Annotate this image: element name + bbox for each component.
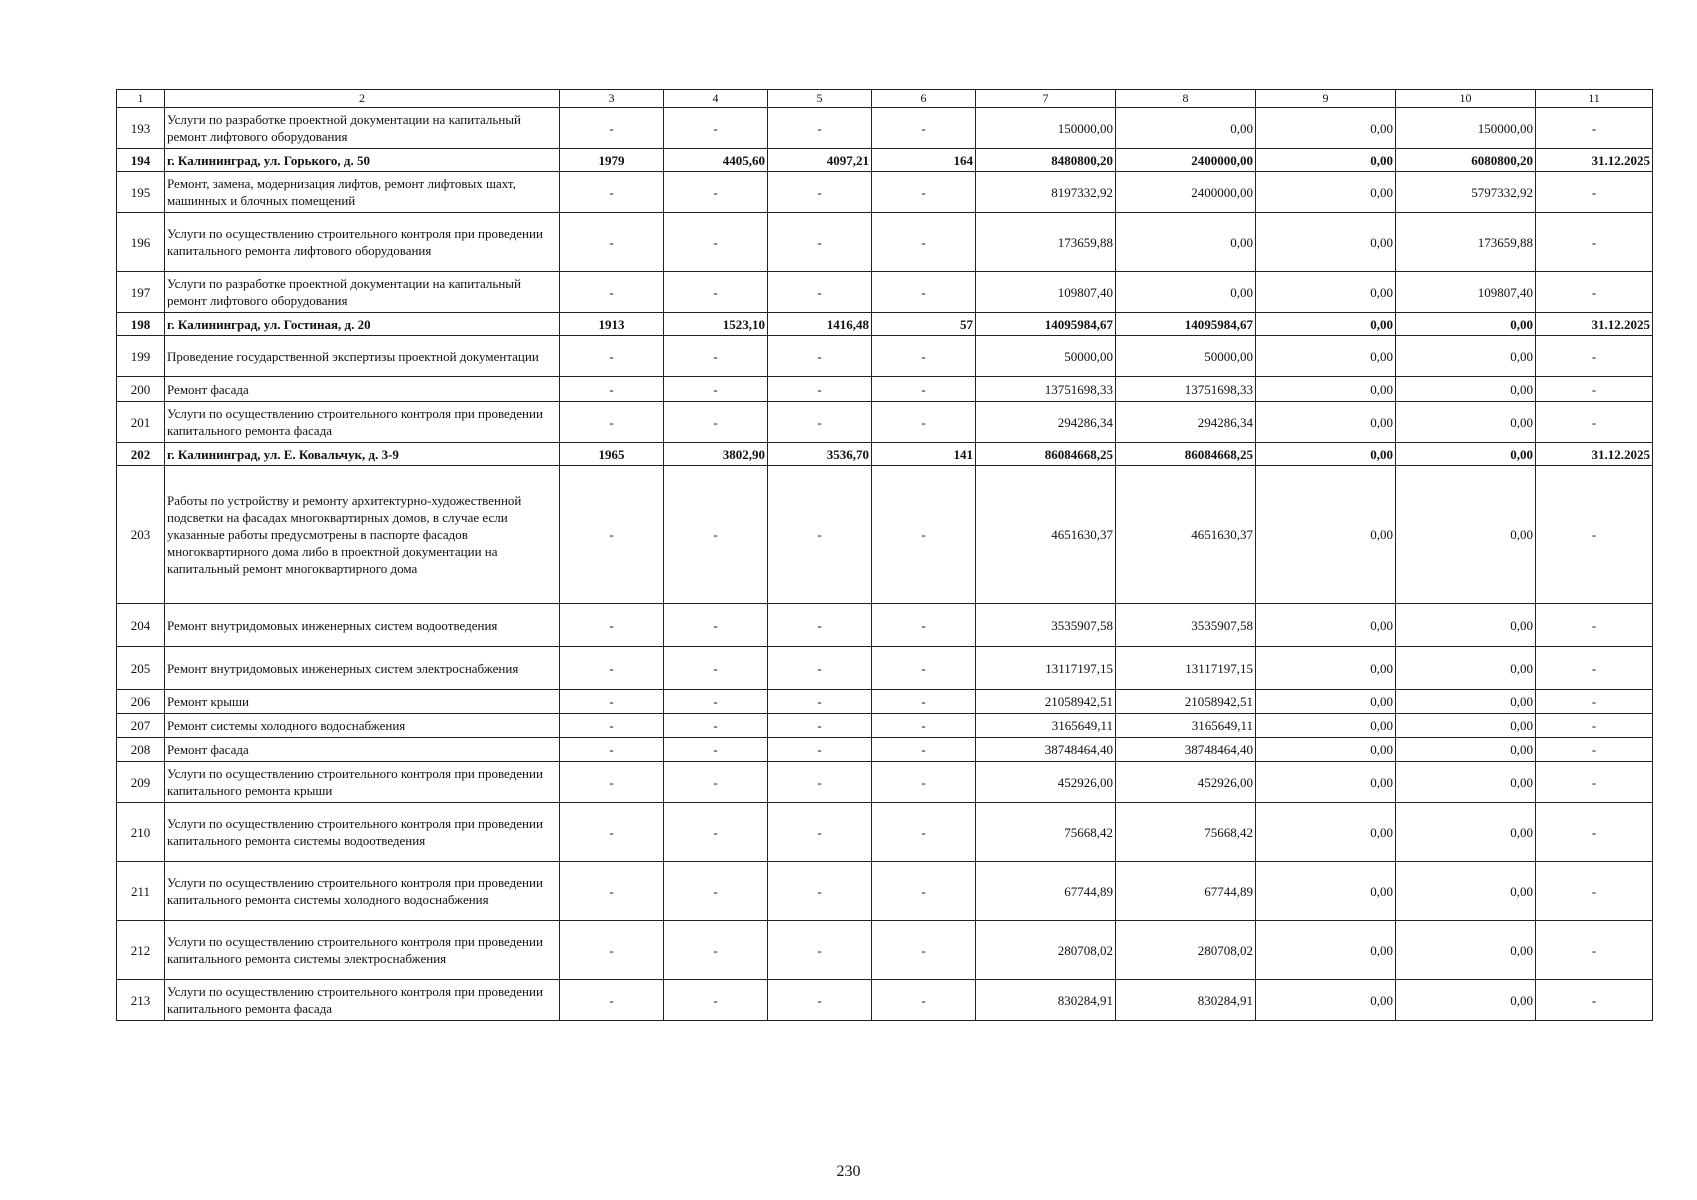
total-area-cell: - <box>664 604 768 647</box>
fund-cost-cell: 0,00 <box>1116 272 1256 313</box>
column-number-cell: 2 <box>165 90 560 108</box>
column-number-cell: 5 <box>768 90 872 108</box>
row-number-cell: 198 <box>117 313 165 336</box>
fund-cost-cell: 38748464,40 <box>1116 738 1256 762</box>
total-cost-cell: 50000,00 <box>976 336 1116 377</box>
total-cost-cell: 150000,00 <box>976 108 1116 149</box>
work-item-row <box>117 921 1653 980</box>
other-cost-cell: 0,00 <box>1256 714 1396 738</box>
column-number-cell: 11 <box>1536 90 1653 108</box>
year-cell: 1979 <box>560 149 664 172</box>
total-area-cell: - <box>664 108 768 149</box>
living-area-cell: 4097,21 <box>768 149 872 172</box>
living-area-cell: - <box>768 402 872 443</box>
year-cell: - <box>560 466 664 604</box>
work-item-row <box>117 714 1653 738</box>
total-area-cell: - <box>664 862 768 921</box>
description-cell: Ремонт, замена, модернизация лифтов, ремонт лифтовых шахт, машинных и блочных помещений <box>165 172 560 213</box>
description-cell: Ремонт фасада <box>165 738 560 762</box>
description-cell: Работы по устройству и ремонту архитектурно-художественной подсветки на фасадах многоквартирных домов, в случае если указанные работы предусмотрены в паспорте фасадов многоквартирного дома либо в проектной документации на капитальный ремонт многоквартирного дома <box>165 466 560 604</box>
total-area-cell: - <box>664 921 768 980</box>
other-cost-cell: 0,00 <box>1256 108 1396 149</box>
year-cell: - <box>560 714 664 738</box>
owners-cost-cell: 0,00 <box>1396 862 1536 921</box>
description-cell: Услуги по осуществлению строительного контроля при проведении капитального ремонта фасада <box>165 402 560 443</box>
living-area-cell: - <box>768 272 872 313</box>
other-cost-cell: 0,00 <box>1256 738 1396 762</box>
deadline-cell: - <box>1536 108 1653 149</box>
owners-cost-cell: 0,00 <box>1396 690 1536 714</box>
living-area-cell: - <box>768 738 872 762</box>
other-cost-cell: 0,00 <box>1256 690 1396 714</box>
work-item-row <box>117 336 1653 377</box>
residents-cell: - <box>872 762 976 803</box>
other-cost-cell: 0,00 <box>1256 980 1396 1021</box>
deadline-cell: - <box>1536 272 1653 313</box>
total-cost-cell: 86084668,25 <box>976 443 1116 466</box>
deadline-cell: 31.12.2025 <box>1536 443 1653 466</box>
owners-cost-cell: 150000,00 <box>1396 108 1536 149</box>
year-cell: - <box>560 108 664 149</box>
work-item-row <box>117 803 1653 862</box>
residents-cell: - <box>872 108 976 149</box>
living-area-cell: - <box>768 213 872 272</box>
row-number-cell: 204 <box>117 604 165 647</box>
description-cell: Услуги по осуществлению строительного контроля при проведении капитального ремонта системы водоотведения <box>165 803 560 862</box>
owners-cost-cell: 0,00 <box>1396 714 1536 738</box>
other-cost-cell: 0,00 <box>1256 604 1396 647</box>
living-area-cell: 1416,48 <box>768 313 872 336</box>
total-area-cell: - <box>664 172 768 213</box>
other-cost-cell: 0,00 <box>1256 921 1396 980</box>
deadline-cell: - <box>1536 738 1653 762</box>
living-area-cell: - <box>768 604 872 647</box>
fund-cost-cell: 0,00 <box>1116 108 1256 149</box>
building-row <box>117 443 1653 466</box>
residents-cell: 164 <box>872 149 976 172</box>
row-number-cell: 194 <box>117 149 165 172</box>
description-cell: Услуги по осуществлению строительного контроля при проведении капитального ремонта крыши <box>165 762 560 803</box>
total-cost-cell: 294286,34 <box>976 402 1116 443</box>
description-cell: г. Калининград, ул. Е. Ковальчук, д. 3-9 <box>165 443 560 466</box>
year-cell: - <box>560 980 664 1021</box>
fund-cost-cell: 21058942,51 <box>1116 690 1256 714</box>
page-number: 230 <box>836 1163 861 1180</box>
fund-cost-cell: 67744,89 <box>1116 862 1256 921</box>
other-cost-cell: 0,00 <box>1256 313 1396 336</box>
other-cost-cell: 0,00 <box>1256 762 1396 803</box>
total-area-cell: - <box>664 738 768 762</box>
work-item-row <box>117 108 1653 149</box>
deadline-cell: - <box>1536 336 1653 377</box>
deadline-cell: - <box>1536 921 1653 980</box>
residents-cell: - <box>872 647 976 690</box>
total-cost-cell: 13117197,15 <box>976 647 1116 690</box>
total-area-cell: - <box>664 690 768 714</box>
owners-cost-cell: 0,00 <box>1396 980 1536 1021</box>
deadline-cell: - <box>1536 862 1653 921</box>
year-cell: - <box>560 862 664 921</box>
total-cost-cell: 4651630,37 <box>976 466 1116 604</box>
description-cell: Услуги по осуществлению строительного контроля при проведении капитального ремонта фасада <box>165 980 560 1021</box>
deadline-cell: - <box>1536 980 1653 1021</box>
owners-cost-cell: 0,00 <box>1396 762 1536 803</box>
total-area-cell: - <box>664 402 768 443</box>
other-cost-cell: 0,00 <box>1256 377 1396 402</box>
row-number-cell: 200 <box>117 377 165 402</box>
total-area-cell: - <box>664 714 768 738</box>
year-cell: - <box>560 402 664 443</box>
year-cell: - <box>560 803 664 862</box>
row-number-cell: 195 <box>117 172 165 213</box>
total-cost-cell: 109807,40 <box>976 272 1116 313</box>
deadline-cell: - <box>1536 690 1653 714</box>
row-number-cell: 212 <box>117 921 165 980</box>
owners-cost-cell: 6080800,20 <box>1396 149 1536 172</box>
living-area-cell: - <box>768 172 872 213</box>
work-item-row <box>117 213 1653 272</box>
total-cost-cell: 38748464,40 <box>976 738 1116 762</box>
fund-cost-cell: 13751698,33 <box>1116 377 1256 402</box>
column-number-cell: 3 <box>560 90 664 108</box>
residents-cell: - <box>872 738 976 762</box>
total-cost-cell: 67744,89 <box>976 862 1116 921</box>
row-number-cell: 205 <box>117 647 165 690</box>
fund-cost-cell: 50000,00 <box>1116 336 1256 377</box>
column-number-cell: 9 <box>1256 90 1396 108</box>
work-item-row <box>117 738 1653 762</box>
owners-cost-cell: 0,00 <box>1396 647 1536 690</box>
row-number-cell: 197 <box>117 272 165 313</box>
year-cell: - <box>560 336 664 377</box>
residents-cell: - <box>872 803 976 862</box>
residents-cell: - <box>872 604 976 647</box>
total-cost-cell: 830284,91 <box>976 980 1116 1021</box>
residents-cell: - <box>872 980 976 1021</box>
deadline-cell: - <box>1536 466 1653 604</box>
residents-cell: - <box>872 402 976 443</box>
total-area-cell: - <box>664 272 768 313</box>
description-cell: Ремонт крыши <box>165 690 560 714</box>
total-cost-cell: 280708,02 <box>976 921 1116 980</box>
row-number-cell: 213 <box>117 980 165 1021</box>
total-cost-cell: 75668,42 <box>976 803 1116 862</box>
year-cell: 1965 <box>560 443 664 466</box>
total-cost-cell: 452926,00 <box>976 762 1116 803</box>
fund-cost-cell: 75668,42 <box>1116 803 1256 862</box>
building-row <box>117 149 1653 172</box>
work-item-row <box>117 690 1653 714</box>
description-cell: Услуги по разработке проектной документации на капитальный ремонт лифтового оборудования <box>165 272 560 313</box>
work-item-row <box>117 647 1653 690</box>
other-cost-cell: 0,00 <box>1256 149 1396 172</box>
owners-cost-cell: 0,00 <box>1396 604 1536 647</box>
year-cell: - <box>560 604 664 647</box>
other-cost-cell: 0,00 <box>1256 466 1396 604</box>
total-area-cell: 1523,10 <box>664 313 768 336</box>
year-cell: - <box>560 690 664 714</box>
repair-program-table <box>116 89 1653 1021</box>
total-cost-cell: 173659,88 <box>976 213 1116 272</box>
deadline-cell: - <box>1536 377 1653 402</box>
owners-cost-cell: 5797332,92 <box>1396 172 1536 213</box>
row-number-cell: 196 <box>117 213 165 272</box>
residents-cell: - <box>872 714 976 738</box>
deadline-cell: - <box>1536 213 1653 272</box>
row-number-cell: 207 <box>117 714 165 738</box>
total-area-cell: - <box>664 466 768 604</box>
row-number-cell: 193 <box>117 108 165 149</box>
owners-cost-cell: 0,00 <box>1396 402 1536 443</box>
fund-cost-cell: 86084668,25 <box>1116 443 1256 466</box>
other-cost-cell: 0,00 <box>1256 443 1396 466</box>
other-cost-cell: 0,00 <box>1256 336 1396 377</box>
total-area-cell: - <box>664 980 768 1021</box>
work-item-row <box>117 980 1653 1021</box>
fund-cost-cell: 2400000,00 <box>1116 149 1256 172</box>
fund-cost-cell: 14095984,67 <box>1116 313 1256 336</box>
residents-cell: - <box>872 690 976 714</box>
deadline-cell: - <box>1536 172 1653 213</box>
deadline-cell: - <box>1536 647 1653 690</box>
year-cell: - <box>560 647 664 690</box>
total-cost-cell: 8480800,20 <box>976 149 1116 172</box>
owners-cost-cell: 173659,88 <box>1396 213 1536 272</box>
work-item-row <box>117 272 1653 313</box>
fund-cost-cell: 830284,91 <box>1116 980 1256 1021</box>
column-number-cell: 1 <box>117 90 165 108</box>
other-cost-cell: 0,00 <box>1256 803 1396 862</box>
year-cell: - <box>560 738 664 762</box>
residents-cell: - <box>872 921 976 980</box>
year-cell: 1913 <box>560 313 664 336</box>
description-cell: Ремонт внутридомовых инженерных систем водоотведения <box>165 604 560 647</box>
total-cost-cell: 8197332,92 <box>976 172 1116 213</box>
deadline-cell: - <box>1536 714 1653 738</box>
column-number-cell: 7 <box>976 90 1116 108</box>
total-cost-cell: 14095984,67 <box>976 313 1116 336</box>
living-area-cell: - <box>768 690 872 714</box>
description-cell: Услуги по разработке проектной документации на капитальный ремонт лифтового оборудования <box>165 108 560 149</box>
living-area-cell: - <box>768 921 872 980</box>
year-cell: - <box>560 377 664 402</box>
living-area-cell: - <box>768 714 872 738</box>
total-cost-cell: 3165649,11 <box>976 714 1116 738</box>
year-cell: - <box>560 921 664 980</box>
living-area-cell: - <box>768 803 872 862</box>
row-number-cell: 211 <box>117 862 165 921</box>
row-number-cell: 206 <box>117 690 165 714</box>
row-number-cell: 209 <box>117 762 165 803</box>
owners-cost-cell: 0,00 <box>1396 443 1536 466</box>
living-area-cell: - <box>768 862 872 921</box>
row-number-cell: 201 <box>117 402 165 443</box>
work-item-row <box>117 762 1653 803</box>
fund-cost-cell: 280708,02 <box>1116 921 1256 980</box>
owners-cost-cell: 0,00 <box>1396 336 1536 377</box>
residents-cell: - <box>872 466 976 604</box>
total-cost-cell: 21058942,51 <box>976 690 1116 714</box>
total-area-cell: 4405,60 <box>664 149 768 172</box>
total-area-cell: - <box>664 762 768 803</box>
work-item-row <box>117 402 1653 443</box>
column-number-cell: 4 <box>664 90 768 108</box>
living-area-cell: - <box>768 108 872 149</box>
description-cell: Ремонт системы холодного водоснабжения <box>165 714 560 738</box>
deadline-cell: - <box>1536 402 1653 443</box>
column-number-cell: 8 <box>1116 90 1256 108</box>
owners-cost-cell: 0,00 <box>1396 466 1536 604</box>
living-area-cell: - <box>768 647 872 690</box>
owners-cost-cell: 109807,40 <box>1396 272 1536 313</box>
total-area-cell: - <box>664 213 768 272</box>
column-number-cell: 6 <box>872 90 976 108</box>
fund-cost-cell: 452926,00 <box>1116 762 1256 803</box>
other-cost-cell: 0,00 <box>1256 862 1396 921</box>
description-cell: Услуги по осуществлению строительного контроля при проведении капитального ремонта лифтового оборудования <box>165 213 560 272</box>
row-number-cell: 203 <box>117 466 165 604</box>
description-cell: Ремонт внутридомовых инженерных систем электроснабжения <box>165 647 560 690</box>
fund-cost-cell: 3165649,11 <box>1116 714 1256 738</box>
total-area-cell: - <box>664 803 768 862</box>
description-cell: Проведение государственной экспертизы проектной документации <box>165 336 560 377</box>
other-cost-cell: 0,00 <box>1256 272 1396 313</box>
living-area-cell: - <box>768 762 872 803</box>
total-area-cell: - <box>664 647 768 690</box>
fund-cost-cell: 2400000,00 <box>1116 172 1256 213</box>
fund-cost-cell: 3535907,58 <box>1116 604 1256 647</box>
total-area-cell: - <box>664 377 768 402</box>
residents-cell: - <box>872 377 976 402</box>
deadline-cell: - <box>1536 604 1653 647</box>
residents-cell: - <box>872 862 976 921</box>
residents-cell: 57 <box>872 313 976 336</box>
year-cell: - <box>560 213 664 272</box>
row-number-cell: 208 <box>117 738 165 762</box>
total-area-cell: 3802,90 <box>664 443 768 466</box>
fund-cost-cell: 4651630,37 <box>1116 466 1256 604</box>
description-cell: Ремонт фасада <box>165 377 560 402</box>
residents-cell: 141 <box>872 443 976 466</box>
year-cell: - <box>560 172 664 213</box>
total-cost-cell: 3535907,58 <box>976 604 1116 647</box>
living-area-cell: - <box>768 466 872 604</box>
deadline-cell: 31.12.2025 <box>1536 149 1653 172</box>
year-cell: - <box>560 272 664 313</box>
work-item-row <box>117 604 1653 647</box>
living-area-cell: - <box>768 980 872 1021</box>
other-cost-cell: 0,00 <box>1256 647 1396 690</box>
residents-cell: - <box>872 213 976 272</box>
row-number-cell: 202 <box>117 443 165 466</box>
column-number-cell: 10 <box>1396 90 1536 108</box>
description-cell: г. Калининград, ул. Горького, д. 50 <box>165 149 560 172</box>
deadline-cell: - <box>1536 762 1653 803</box>
work-item-row <box>117 862 1653 921</box>
description-cell: г. Калининград, ул. Гостиная, д. 20 <box>165 313 560 336</box>
deadline-cell: - <box>1536 803 1653 862</box>
work-item-row <box>117 377 1653 402</box>
other-cost-cell: 0,00 <box>1256 213 1396 272</box>
owners-cost-cell: 0,00 <box>1396 921 1536 980</box>
work-item-row <box>117 466 1653 604</box>
fund-cost-cell: 0,00 <box>1116 213 1256 272</box>
fund-cost-cell: 13117197,15 <box>1116 647 1256 690</box>
work-item-row <box>117 172 1653 213</box>
living-area-cell: 3536,70 <box>768 443 872 466</box>
owners-cost-cell: 0,00 <box>1396 738 1536 762</box>
column-number-row <box>117 90 1653 108</box>
other-cost-cell: 0,00 <box>1256 172 1396 213</box>
residents-cell: - <box>872 172 976 213</box>
fund-cost-cell: 294286,34 <box>1116 402 1256 443</box>
description-cell: Услуги по осуществлению строительного контроля при проведении капитального ремонта системы электроснабжения <box>165 921 560 980</box>
owners-cost-cell: 0,00 <box>1396 313 1536 336</box>
residents-cell: - <box>872 336 976 377</box>
other-cost-cell: 0,00 <box>1256 402 1396 443</box>
row-number-cell: 199 <box>117 336 165 377</box>
owners-cost-cell: 0,00 <box>1396 803 1536 862</box>
owners-cost-cell: 0,00 <box>1396 377 1536 402</box>
residents-cell: - <box>872 272 976 313</box>
total-cost-cell: 13751698,33 <box>976 377 1116 402</box>
total-area-cell: - <box>664 336 768 377</box>
year-cell: - <box>560 762 664 803</box>
building-row <box>117 313 1653 336</box>
living-area-cell: - <box>768 336 872 377</box>
row-number-cell: 210 <box>117 803 165 862</box>
living-area-cell: - <box>768 377 872 402</box>
deadline-cell: 31.12.2025 <box>1536 313 1653 336</box>
description-cell: Услуги по осуществлению строительного контроля при проведении капитального ремонта системы холодного водоснабжения <box>165 862 560 921</box>
